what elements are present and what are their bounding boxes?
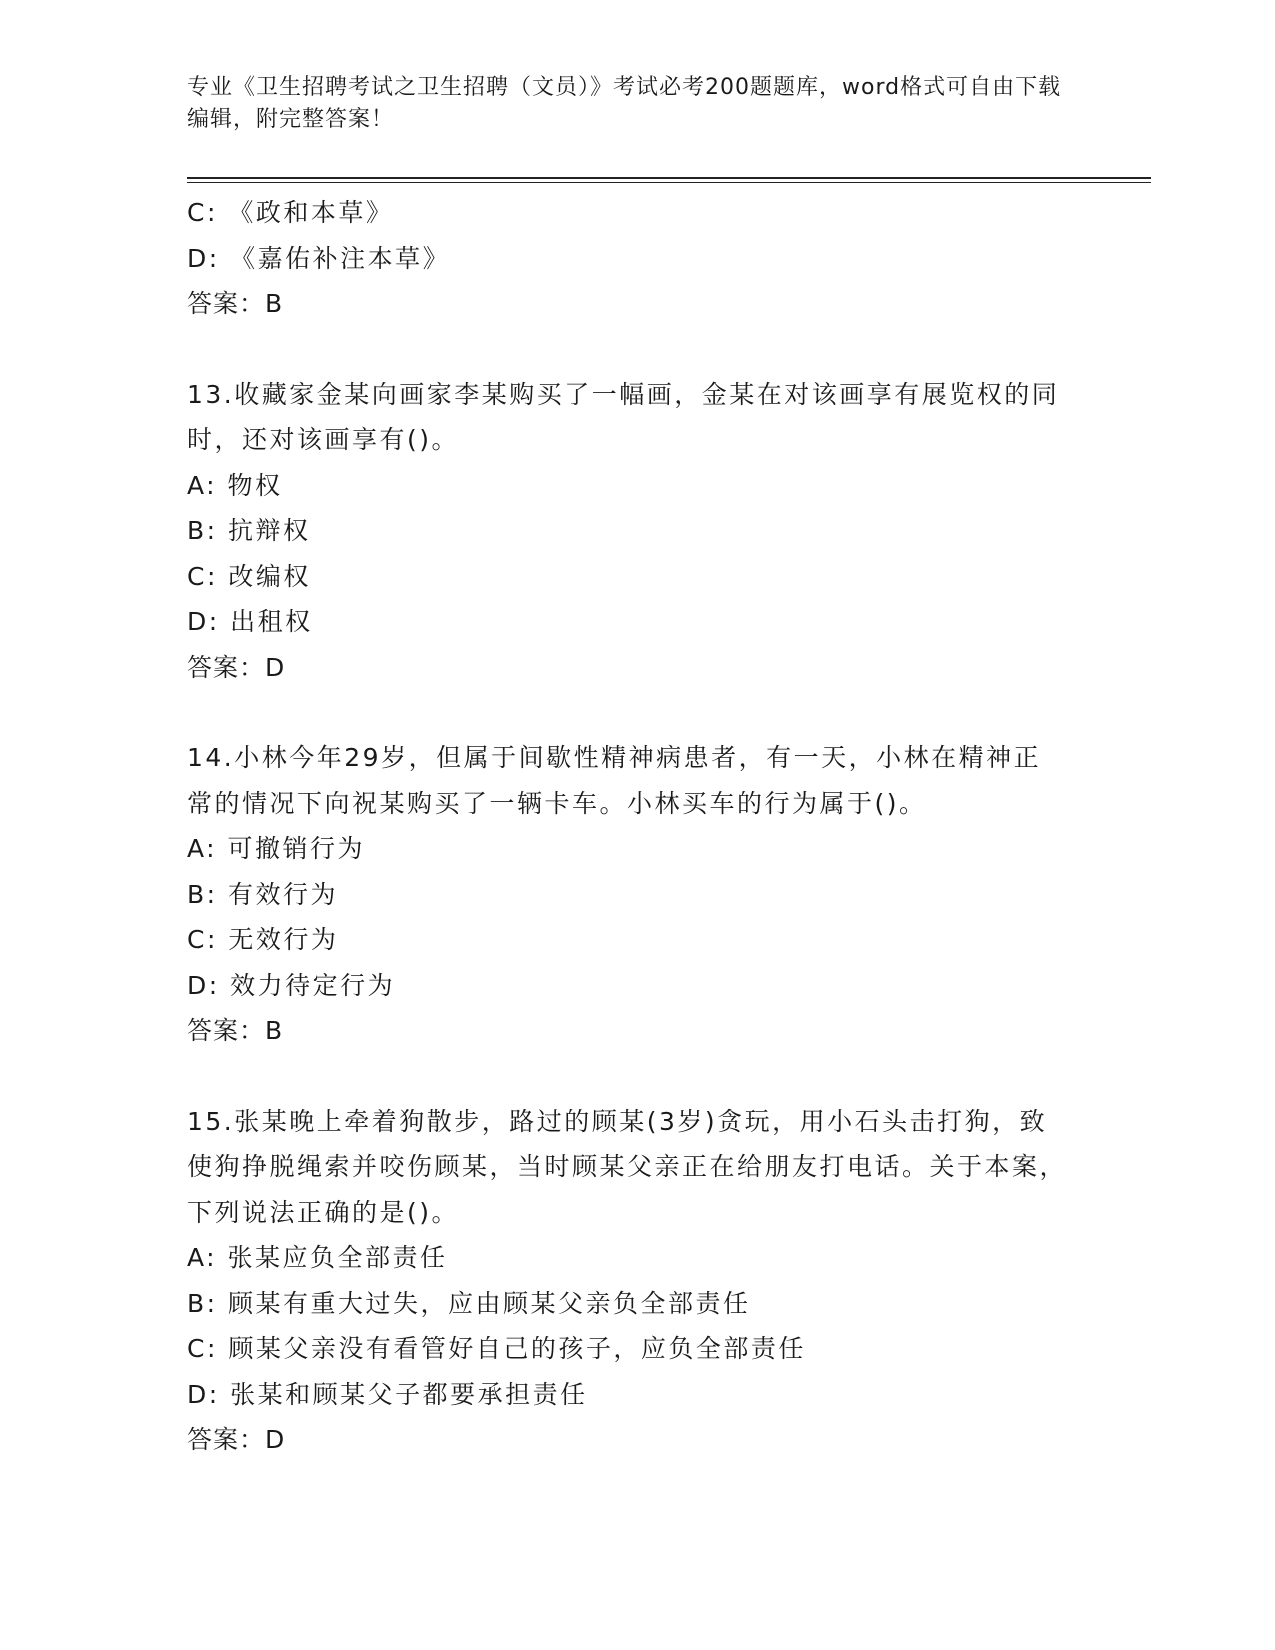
answer-line: 答案：D bbox=[187, 652, 286, 682]
answer-line: 答案：D bbox=[187, 1425, 286, 1454]
question-14 bbox=[187, 735, 1087, 1054]
option-c: C: 顾某父亲没有看管好自己的孩子，应负全部责任 bbox=[187, 1334, 806, 1363]
option-b: B: 顾某有重大过失，应由顾某父亲负全部责任 bbox=[187, 1288, 751, 1318]
option-c: C: 《政和本草》 bbox=[187, 198, 394, 227]
option-d: D: 张某和顾某父子都要承担责任 bbox=[187, 1379, 588, 1409]
option-c: C: 无效行为 bbox=[187, 925, 339, 954]
option-d: D: 效力待定行为 bbox=[187, 970, 396, 1000]
option-c: C: 改编权 bbox=[187, 561, 311, 591]
option-b: B: 抗辩权 bbox=[187, 516, 311, 545]
question-13 bbox=[187, 372, 1087, 691]
question-stem: 13.收藏家金某向画家李某购买了一幅画，金某在对该画享有展览权的同时，还对该画享有()。 bbox=[187, 379, 1060, 454]
option-a: A: 张某应负全部责任 bbox=[187, 1243, 448, 1272]
option-b: B: 有效行为 bbox=[187, 879, 339, 909]
question-content bbox=[187, 190, 1087, 1463]
spacer bbox=[187, 1054, 1087, 1099]
spacer bbox=[187, 327, 1087, 372]
option-d: D: 《嘉佑补注本草》 bbox=[187, 243, 451, 273]
option-d: D: 出租权 bbox=[187, 607, 313, 636]
header-text: 专业《卫生招聘考试之卫生招聘（文员）》考试必考200题题库，word格式可自由下载编辑，附完整答案！ bbox=[187, 75, 1062, 132]
question-stem: 14.小林今年29岁，但属于间歇性精神病患者，有一天，小林在精神正常的情况下向祝某购买了一辆卡车。小林买车的行为属于()。 bbox=[187, 743, 1042, 818]
option-a: A: 物权 bbox=[187, 470, 283, 500]
answer-line: 答案：B bbox=[187, 1016, 284, 1045]
partial-question bbox=[187, 190, 1087, 327]
spacer bbox=[187, 690, 1087, 735]
question-15 bbox=[187, 1099, 1087, 1463]
answer-line: 答案：B bbox=[187, 289, 284, 318]
option-a: A: 可撤销行为 bbox=[187, 834, 366, 863]
question-stem: 15.张某晚上牵着狗散步，路过的顾某(3岁)贪玩，用小石头击打狗，致使狗挣脱绳索并咬伤顾某，当时顾某父亲正在给朋友打电话。关于本案，下列说法正确的是()。 bbox=[187, 1106, 1068, 1227]
header-rule-thick bbox=[187, 177, 1151, 179]
header-rule-thin bbox=[187, 182, 1151, 183]
